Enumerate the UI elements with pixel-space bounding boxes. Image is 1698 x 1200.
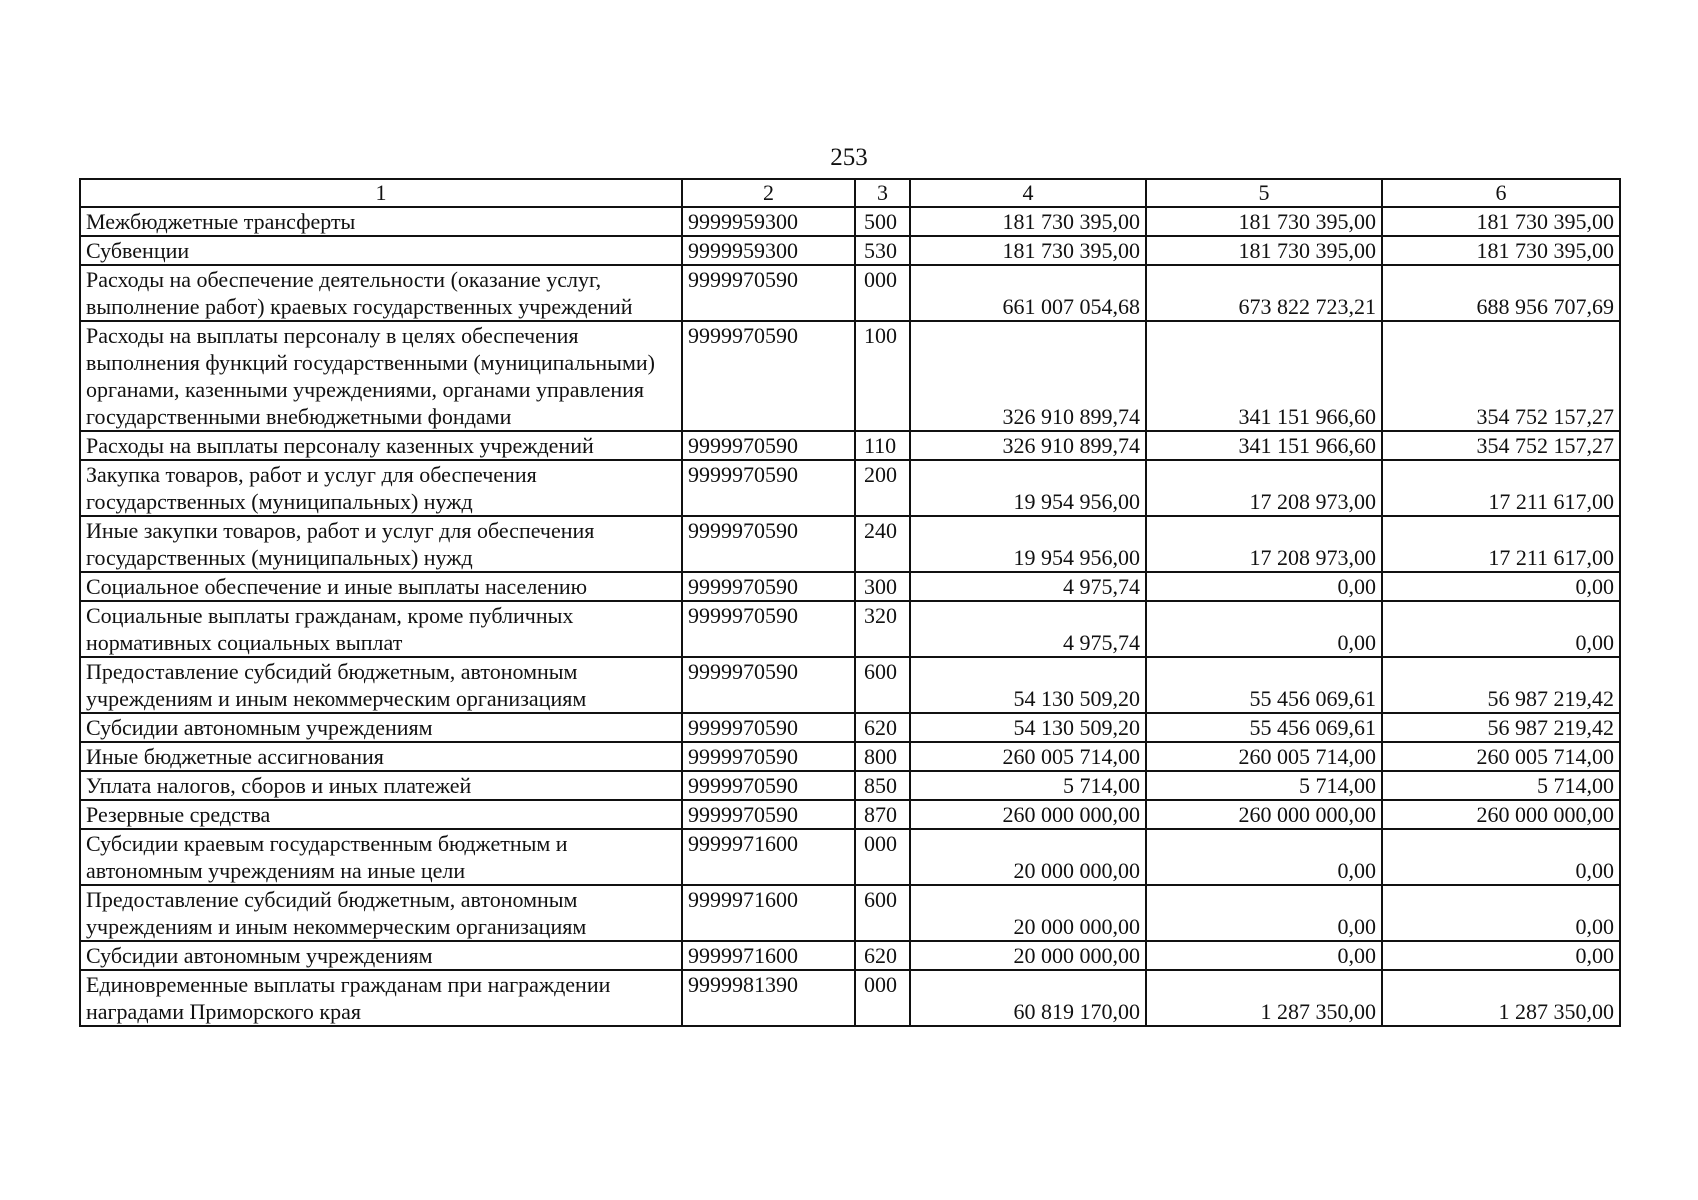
row-expense-type: 600 xyxy=(855,657,910,713)
row-amount-col5: 0,00 xyxy=(1146,885,1382,941)
row-amount-col4: 20 000 000,00 xyxy=(910,941,1146,970)
row-expense-type: 240 xyxy=(855,516,910,572)
row-name: Иные закупки товаров, работ и услуг для обеспечения государственных (муниципальных) нужд xyxy=(80,516,682,572)
row-amount-col4: 260 005 714,00 xyxy=(910,742,1146,771)
row-expense-type: 500 xyxy=(855,207,910,236)
row-amount-col6: 260 000 000,00 xyxy=(1382,800,1620,829)
row-amount-col4: 181 730 395,00 xyxy=(910,207,1146,236)
row-amount-col4: 19 954 956,00 xyxy=(910,460,1146,516)
table-row xyxy=(80,657,1620,713)
row-amount-col4: 4 975,74 xyxy=(910,572,1146,601)
row-amount-col4: 326 910 899,74 xyxy=(910,321,1146,431)
row-code: 9999959300 xyxy=(682,236,855,265)
row-name: Межбюджетные трансферты xyxy=(80,207,682,236)
budget-table xyxy=(79,178,1621,1027)
row-amount-col5: 0,00 xyxy=(1146,601,1382,657)
row-name: Уплата налогов, сборов и иных платежей xyxy=(80,771,682,800)
row-amount-col6: 0,00 xyxy=(1382,885,1620,941)
row-amount-col5: 673 822 723,21 xyxy=(1146,265,1382,321)
row-expense-type: 800 xyxy=(855,742,910,771)
row-code: 9999981390 xyxy=(682,970,855,1026)
table-row xyxy=(80,601,1620,657)
row-name: Расходы на обеспечение деятельности (оказание услуг, выполнение работ) краевых государственных учреждений xyxy=(80,265,682,321)
row-name: Субвенции xyxy=(80,236,682,265)
table-row xyxy=(80,431,1620,460)
row-code: 9999970590 xyxy=(682,601,855,657)
row-expense-type: 000 xyxy=(855,829,910,885)
table-row xyxy=(80,516,1620,572)
row-amount-col6: 354 752 157,27 xyxy=(1382,431,1620,460)
row-amount-col6: 260 005 714,00 xyxy=(1382,742,1620,771)
column-header-1: 1 xyxy=(80,179,682,207)
row-amount-col4: 19 954 956,00 xyxy=(910,516,1146,572)
row-code: 9999971600 xyxy=(682,941,855,970)
row-amount-col4: 60 819 170,00 xyxy=(910,970,1146,1026)
row-amount-col6: 0,00 xyxy=(1382,572,1620,601)
row-amount-col5: 55 456 069,61 xyxy=(1146,657,1382,713)
row-code: 9999970590 xyxy=(682,657,855,713)
table-row xyxy=(80,771,1620,800)
row-code: 9999970590 xyxy=(682,265,855,321)
row-amount-col6: 5 714,00 xyxy=(1382,771,1620,800)
table-row xyxy=(80,800,1620,829)
row-expense-type: 200 xyxy=(855,460,910,516)
row-amount-col4: 260 000 000,00 xyxy=(910,800,1146,829)
row-expense-type: 100 xyxy=(855,321,910,431)
row-amount-col6: 17 211 617,00 xyxy=(1382,516,1620,572)
table-row xyxy=(80,742,1620,771)
row-name: Предоставление субсидий бюджетным, автономным учреждениям и иным некоммерческим организациям xyxy=(80,657,682,713)
table-row xyxy=(80,970,1620,1026)
row-name: Социальные выплаты гражданам, кроме публичных нормативных социальных выплат xyxy=(80,601,682,657)
row-code: 9999959300 xyxy=(682,207,855,236)
column-header-4: 4 xyxy=(910,179,1146,207)
column-header-2: 2 xyxy=(682,179,855,207)
column-header-6: 6 xyxy=(1382,179,1620,207)
row-amount-col6: 181 730 395,00 xyxy=(1382,207,1620,236)
table-row xyxy=(80,460,1620,516)
row-amount-col4: 4 975,74 xyxy=(910,601,1146,657)
row-code: 9999970590 xyxy=(682,572,855,601)
row-code: 9999970590 xyxy=(682,771,855,800)
row-amount-col5: 17 208 973,00 xyxy=(1146,460,1382,516)
row-code: 9999970590 xyxy=(682,431,855,460)
table-row xyxy=(80,265,1620,321)
row-name: Социальное обеспечение и иные выплаты населению xyxy=(80,572,682,601)
row-amount-col5: 181 730 395,00 xyxy=(1146,207,1382,236)
row-code: 9999971600 xyxy=(682,829,855,885)
row-amount-col5: 5 714,00 xyxy=(1146,771,1382,800)
row-amount-col5: 341 151 966,60 xyxy=(1146,321,1382,431)
row-amount-col6: 688 956 707,69 xyxy=(1382,265,1620,321)
row-amount-col5: 17 208 973,00 xyxy=(1146,516,1382,572)
row-amount-col4: 661 007 054,68 xyxy=(910,265,1146,321)
row-expense-type: 870 xyxy=(855,800,910,829)
row-amount-col6: 181 730 395,00 xyxy=(1382,236,1620,265)
table-row xyxy=(80,572,1620,601)
row-amount-col6: 354 752 157,27 xyxy=(1382,321,1620,431)
row-amount-col5: 260 000 000,00 xyxy=(1146,800,1382,829)
table-row xyxy=(80,713,1620,742)
row-amount-col4: 181 730 395,00 xyxy=(910,236,1146,265)
row-amount-col4: 54 130 509,20 xyxy=(910,657,1146,713)
row-amount-col6: 17 211 617,00 xyxy=(1382,460,1620,516)
row-name: Субсидии краевым государственным бюджетным и автономным учреждениям на иные цели xyxy=(80,829,682,885)
column-header-5: 5 xyxy=(1146,179,1382,207)
row-expense-type: 000 xyxy=(855,970,910,1026)
row-amount-col5: 181 730 395,00 xyxy=(1146,236,1382,265)
row-expense-type: 110 xyxy=(855,431,910,460)
table-row xyxy=(80,207,1620,236)
row-name: Иные бюджетные ассигнования xyxy=(80,742,682,771)
table-row xyxy=(80,236,1620,265)
table-row xyxy=(80,885,1620,941)
row-amount-col4: 54 130 509,20 xyxy=(910,713,1146,742)
row-amount-col4: 326 910 899,74 xyxy=(910,431,1146,460)
row-amount-col5: 0,00 xyxy=(1146,572,1382,601)
row-expense-type: 320 xyxy=(855,601,910,657)
row-name: Единовременные выплаты гражданам при награждении наградами Приморского края xyxy=(80,970,682,1026)
row-amount-col4: 5 714,00 xyxy=(910,771,1146,800)
row-amount-col5: 0,00 xyxy=(1146,829,1382,885)
row-name: Резервные средства xyxy=(80,800,682,829)
row-code: 9999970590 xyxy=(682,460,855,516)
row-expense-type: 620 xyxy=(855,713,910,742)
row-name: Расходы на выплаты персоналу казенных учреждений xyxy=(80,431,682,460)
row-amount-col5: 341 151 966,60 xyxy=(1146,431,1382,460)
row-amount-col6: 1 287 350,00 xyxy=(1382,970,1620,1026)
row-expense-type: 300 xyxy=(855,572,910,601)
row-amount-col6: 56 987 219,42 xyxy=(1382,713,1620,742)
row-amount-col5: 0,00 xyxy=(1146,941,1382,970)
row-code: 9999970590 xyxy=(682,800,855,829)
row-amount-col4: 20 000 000,00 xyxy=(910,829,1146,885)
row-expense-type: 620 xyxy=(855,941,910,970)
row-name: Предоставление субсидий бюджетным, автономным учреждениям и иным некоммерческим организациям xyxy=(80,885,682,941)
row-expense-type: 530 xyxy=(855,236,910,265)
page-number: 253 xyxy=(830,144,868,171)
row-amount-col6: 0,00 xyxy=(1382,601,1620,657)
row-code: 9999970590 xyxy=(682,321,855,431)
row-amount-col6: 0,00 xyxy=(1382,941,1620,970)
row-amount-col6: 0,00 xyxy=(1382,829,1620,885)
row-expense-type: 000 xyxy=(855,265,910,321)
row-name: Закупка товаров, работ и услуг для обеспечения государственных (муниципальных) нужд xyxy=(80,460,682,516)
column-header-3: 3 xyxy=(855,179,910,207)
row-code: 9999971600 xyxy=(682,885,855,941)
row-expense-type: 850 xyxy=(855,771,910,800)
table-row xyxy=(80,941,1620,970)
table-row xyxy=(80,829,1620,885)
row-code: 9999970590 xyxy=(682,516,855,572)
row-name: Субсидии автономным учреждениям xyxy=(80,713,682,742)
row-amount-col5: 1 287 350,00 xyxy=(1146,970,1382,1026)
row-amount-col6: 56 987 219,42 xyxy=(1382,657,1620,713)
row-amount-col4: 20 000 000,00 xyxy=(910,885,1146,941)
header-row xyxy=(80,179,1620,207)
row-name: Субсидии автономным учреждениям xyxy=(80,941,682,970)
row-amount-col5: 260 005 714,00 xyxy=(1146,742,1382,771)
table-row xyxy=(80,321,1620,431)
row-code: 9999970590 xyxy=(682,742,855,771)
row-expense-type: 600 xyxy=(855,885,910,941)
budget-table-body xyxy=(80,179,1620,1026)
row-code: 9999970590 xyxy=(682,713,855,742)
row-name: Расходы на выплаты персоналу в целях обеспечения выполнения функций государственными (муниципальными) органами, казенными учреждениями, органами управления государственными внебюджетными фондами xyxy=(80,321,682,431)
row-amount-col5: 55 456 069,61 xyxy=(1146,713,1382,742)
